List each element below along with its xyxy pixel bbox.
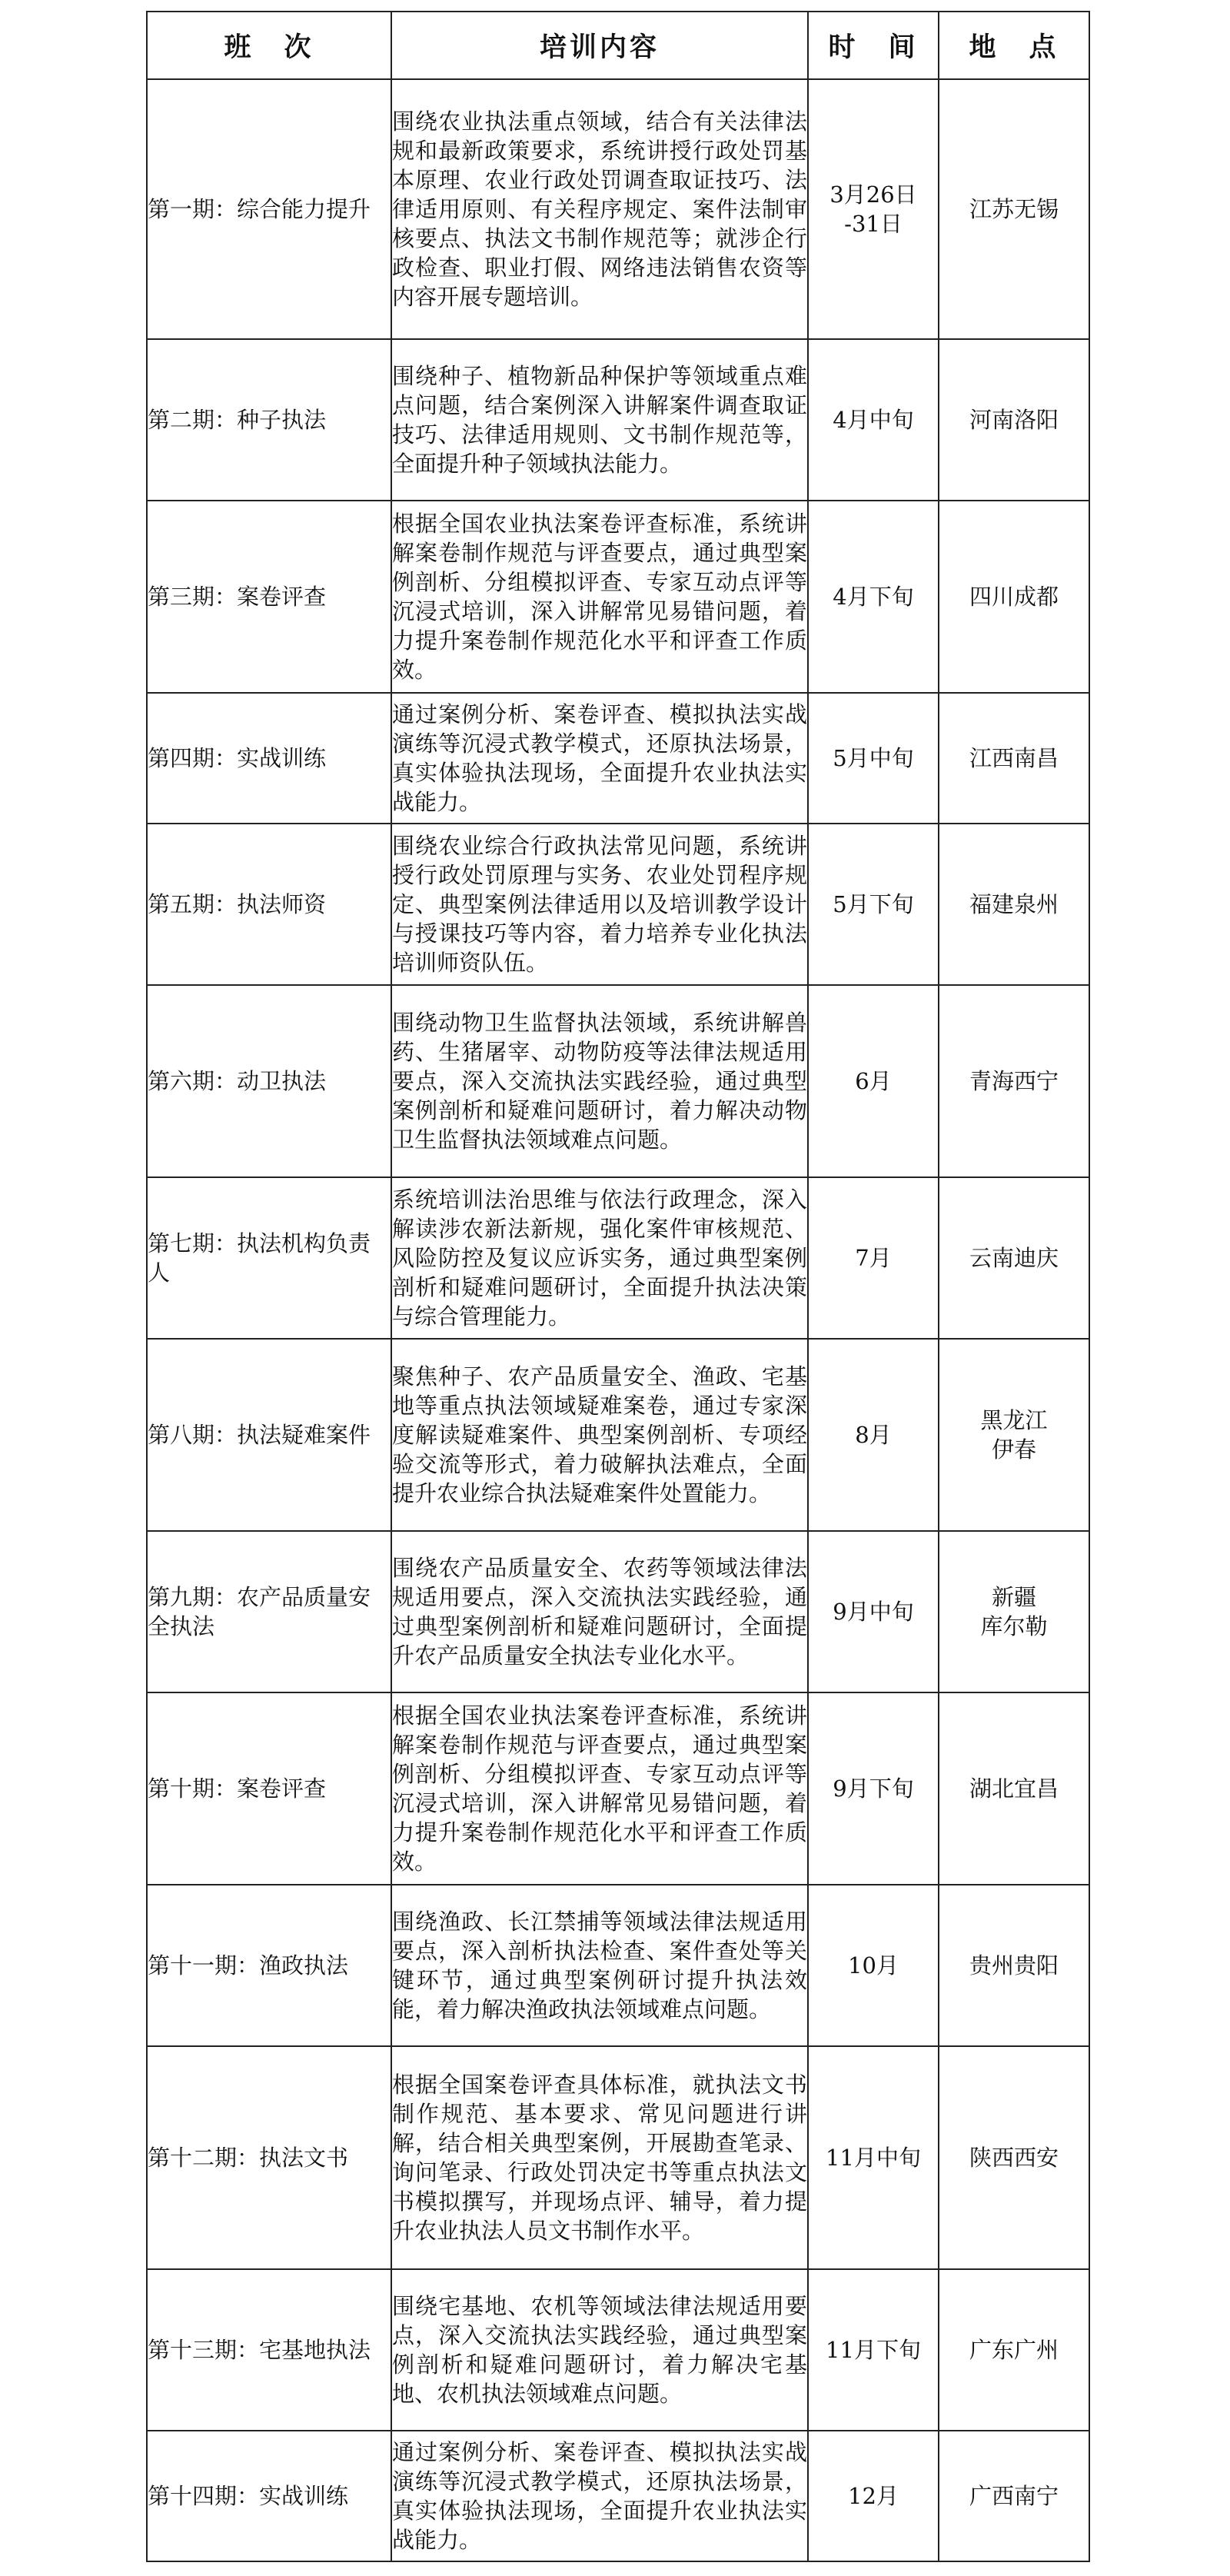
cell-time: 8月	[808, 1339, 939, 1531]
table-row	[147, 1885, 1089, 2046]
header-time: 时 间	[808, 12, 939, 79]
cell-time: 4月下旬	[808, 501, 939, 693]
cell-content: 根据全国农业执法案卷评查标准，系统讲解案卷制作规范与评查要点，通过典型案例剖析、分组模拟评查、专家互动点评等沉浸式培训，深入讲解常见易错问题，着力提升案卷制作规范化水平和评查工作质效。	[391, 1692, 808, 1885]
cell-content: 围绕动物卫生监督执法领域，系统讲解兽药、生猪屠宰、动物防疫等法律法规适用要点，深入交流执法实践经验，通过典型案例剖析和疑难问题研讨，着力解决动物卫生监督执法领域难点问题。	[391, 985, 808, 1177]
cell-place: 黑龙江 伊春	[939, 1339, 1089, 1531]
cell-content: 通过案例分析、案卷评查、模拟执法实战演练等沉浸式教学模式，还原执法场景，真实体验执法现场，全面提升农业执法实战能力。	[391, 693, 808, 824]
cell-class: 第十一期：渔政执法	[147, 1885, 391, 2046]
cell-place: 陕西西安	[939, 2046, 1089, 2269]
cell-place: 云南迪庆	[939, 1177, 1089, 1339]
table-row	[147, 79, 1089, 339]
cell-place: 四川成都	[939, 501, 1089, 693]
cell-time: 10月	[808, 1885, 939, 2046]
table-row	[147, 1531, 1089, 1692]
table-row	[147, 693, 1089, 824]
cell-time: 9月下旬	[808, 1692, 939, 1885]
cell-content: 根据全国农业执法案卷评查标准，系统讲解案卷制作规范与评查要点，通过典型案例剖析、分组模拟评查、专家互动点评等沉浸式培训，深入讲解常见易错问题，着力提升案卷制作规范化水平和评查工作质效。	[391, 501, 808, 693]
cell-class: 第八期：执法疑难案件	[147, 1339, 391, 1531]
cell-time: 6月	[808, 985, 939, 1177]
cell-time: 7月	[808, 1177, 939, 1339]
cell-place: 河南洛阳	[939, 339, 1089, 501]
cell-class: 第五期：执法师资	[147, 824, 391, 985]
cell-content: 围绕农业执法重点领域，结合有关法律法规和最新政策要求，系统讲授行政处罚基本原理、农业行政处罚调查取证技巧、法律适用原则、有关程序规定、案件法制审核要点、执法文书制作规范等；就涉企行政检查、职业打假、网络违法销售农资等内容开展专题培训。	[391, 79, 808, 339]
cell-time: 9月中旬	[808, 1531, 939, 1692]
cell-class: 第七期：执法机构负责人	[147, 1177, 391, 1339]
header-content: 培训内容	[391, 12, 808, 79]
cell-class: 第十二期：执法文书	[147, 2046, 391, 2269]
cell-content: 围绕渔政、长江禁捕等领域法律法规适用要点，深入剖析执法检查、案件查处等关键环节，通过典型案例研讨提升执法效能，着力解决渔政执法领域难点问题。	[391, 1885, 808, 2046]
cell-time: 5月下旬	[808, 824, 939, 985]
table-header-row	[147, 12, 1089, 79]
cell-class: 第九期：农产品质量安全执法	[147, 1531, 391, 1692]
table-row	[147, 1339, 1089, 1531]
cell-class: 第十四期：实战训练	[147, 2431, 391, 2561]
cell-time: 11月中旬	[808, 2046, 939, 2269]
table-row	[147, 1692, 1089, 1885]
cell-time: 11月下旬	[808, 2269, 939, 2431]
table-row	[147, 824, 1089, 985]
table-row	[147, 501, 1089, 693]
table-row	[147, 985, 1089, 1177]
cell-place: 青海西宁	[939, 985, 1089, 1177]
table-body	[147, 79, 1089, 2561]
cell-class: 第十三期：宅基地执法	[147, 2269, 391, 2431]
cell-place: 新疆 库尔勒	[939, 1531, 1089, 1692]
cell-content: 围绕宅基地、农机等领域法律法规适用要点，深入交流执法实践经验，通过典型案例剖析和疑难问题研讨，着力解决宅基地、农机执法领域难点问题。	[391, 2269, 808, 2431]
cell-content: 系统培训法治思维与依法行政理念，深入解读涉农新法新规，强化案件审核规范、风险防控及复议应诉实务，通过典型案例剖析和疑难问题研讨，全面提升执法决策与综合管理能力。	[391, 1177, 808, 1339]
cell-place: 广东广州	[939, 2269, 1089, 2431]
table-row	[147, 339, 1089, 501]
cell-time: 3月26日 -31日	[808, 79, 939, 339]
cell-time: 4月中旬	[808, 339, 939, 501]
header-place: 地 点	[939, 12, 1089, 79]
cell-content: 根据全国案卷评查具体标准，就执法文书制作规范、基本要求、常见问题进行讲解，结合相关典型案例，开展勘查笔录、询问笔录、行政处罚决定书等重点执法文书模拟撰写，并现场点评、辅导，着力提升农业执法人员文书制作水平。	[391, 2046, 808, 2269]
cell-content: 聚焦种子、农产品质量安全、渔政、宅基地等重点执法领域疑难案卷，通过专家深度解读疑难案件、典型案例剖析、专项经验交流等形式，着力破解执法难点，全面提升农业综合执法疑难案件处置能力。	[391, 1339, 808, 1531]
cell-class: 第二期：种子执法	[147, 339, 391, 501]
cell-time: 5月中旬	[808, 693, 939, 824]
cell-content: 围绕农产品质量安全、农药等领域法律法规适用要点，深入交流执法实践经验，通过典型案例剖析和疑难问题研讨，全面提升农产品质量安全执法专业化水平。	[391, 1531, 808, 1692]
cell-content: 通过案例分析、案卷评查、模拟执法实战演练等沉浸式教学模式，还原执法场景，真实体验执法现场，全面提升农业执法实战能力。	[391, 2431, 808, 2561]
cell-class: 第四期：实战训练	[147, 693, 391, 824]
table-row	[147, 2431, 1089, 2561]
cell-class: 第三期：案卷评查	[147, 501, 391, 693]
cell-content: 围绕农业综合行政执法常见问题，系统讲授行政处罚原理与实务、农业处罚程序规定、典型案例法律适用以及培训教学设计与授课技巧等内容，着力培养专业化执法培训师资队伍。	[391, 824, 808, 985]
table-row	[147, 1177, 1089, 1339]
training-schedule-table	[146, 11, 1090, 2562]
cell-content: 围绕种子、植物新品种保护等领域重点难点问题，结合案例深入讲解案件调查取证技巧、法律适用规则、文书制作规范等，全面提升种子领域执法能力。	[391, 339, 808, 501]
cell-place: 湖北宜昌	[939, 1692, 1089, 1885]
cell-place: 江西南昌	[939, 693, 1089, 824]
cell-place: 江苏无锡	[939, 79, 1089, 339]
cell-time: 12月	[808, 2431, 939, 2561]
cell-class: 第十期：案卷评查	[147, 1692, 391, 1885]
header-class: 班 次	[147, 12, 391, 79]
table-row	[147, 2269, 1089, 2431]
cell-place: 广西南宁	[939, 2431, 1089, 2561]
cell-class: 第六期：动卫执法	[147, 985, 391, 1177]
cell-class: 第一期：综合能力提升	[147, 79, 391, 339]
cell-place: 福建泉州	[939, 824, 1089, 985]
cell-place: 贵州贵阳	[939, 1885, 1089, 2046]
table-row	[147, 2046, 1089, 2269]
